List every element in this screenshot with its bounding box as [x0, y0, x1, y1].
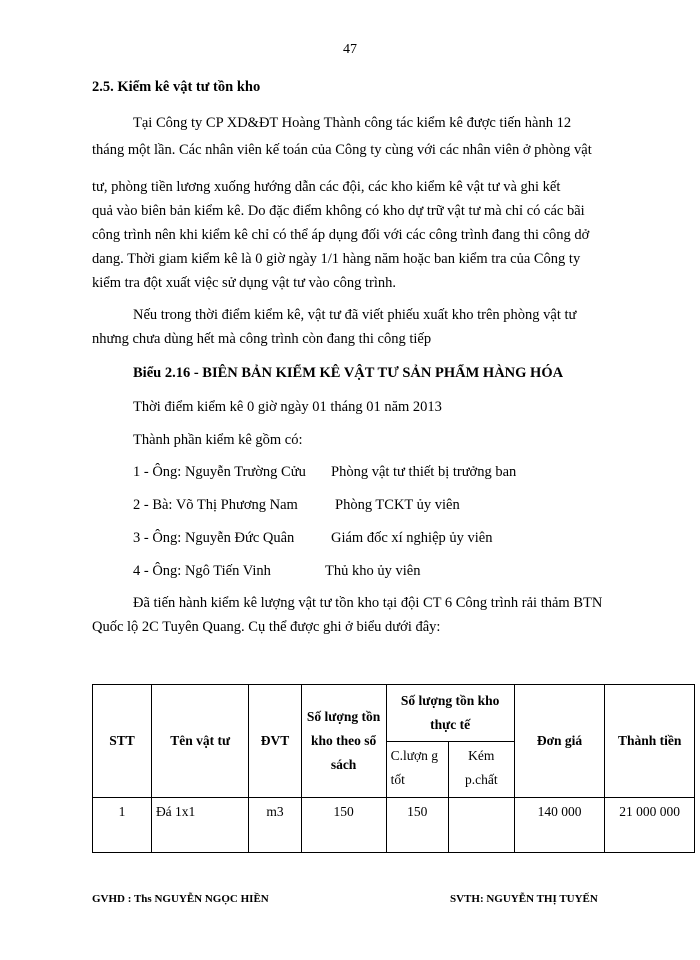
paragraph-line: công trình nên khi kiểm kê chỉ có thể áp dụng đối với các công trình đang thi công dở [92, 227, 590, 243]
form-title-prefix: Biểu 2.16 - [133, 365, 203, 381]
table-header-row [93, 685, 695, 742]
cell-price: 140 000 [514, 798, 605, 853]
member-name: 2 - Bà: Võ Thị Phương Nam [133, 497, 298, 513]
header-book-qty: Số lượng tồn kho theo sổ sách [301, 685, 386, 798]
cell-unit: m3 [249, 798, 301, 853]
header-total: Thành tiền [605, 685, 695, 798]
inventory-table [92, 684, 695, 853]
paragraph-line: dang. Thời giam kiểm kê là 0 giờ ngày 1/1 hàng năm hoặc ban kiểm tra của Công ty [92, 251, 581, 267]
header-good-quality: C.lượn g tốt [386, 741, 448, 798]
member-name: 4 - Ông: Ngô Tiến Vinh [133, 563, 271, 579]
paragraph-line: nhưng chưa dùng hết mà công trình còn đang thi công tiếp [92, 331, 432, 347]
cell-stt: 1 [93, 798, 152, 853]
members-intro: Thành phần kiểm kê gồm có: [133, 432, 303, 448]
cell-book: 150 [301, 798, 386, 853]
form-title [133, 365, 563, 382]
header-poor-quality: Kém p.chất [448, 741, 514, 798]
page-number: 47 [343, 42, 357, 57]
header-price: Đơn giá [514, 685, 605, 798]
conclusion-line: Quốc lộ 2C Tuyên Quang. Cụ thể được ghi ở biểu dưới đây: [92, 619, 441, 635]
paragraph-line: quả vào biên bản kiểm kê. Do đặc điểm không có kho dự trữ vật tư mà chỉ có các bãi [92, 203, 585, 219]
cell-bad [448, 798, 514, 853]
section-heading: 2.5. Kiểm kê vật tư tồn kho [92, 79, 261, 95]
paragraph-line: tháng một lần. Các nhân viên kế toán của Công ty cùng với các nhân viên ở phòng vật [92, 142, 592, 158]
footer-supervisor: GVHD : Ths NGUYỄN NGỌC HIỀN [92, 893, 269, 905]
conclusion-line: Đã tiến hành kiểm kê lượng vật tư tồn kho tại đội CT 6 Công trình rải thảm BTN [133, 595, 603, 611]
header-actual-qty: Số lượng tồn kho thực tế [386, 685, 514, 742]
time-line: Thời điểm kiểm kê 0 giờ ngày 01 tháng 01 năm 2013 [133, 399, 442, 415]
header-stt: STT [93, 685, 152, 798]
header-name: Tên vật tư [151, 685, 248, 798]
paragraph-line: Nếu trong thời điểm kiểm kê, vật tư đã viết phiếu xuất kho trên phòng vật tư [133, 307, 577, 323]
member-role: Phòng TCKT ủy viên [335, 497, 460, 513]
member-role: Thủ kho ủy viên [325, 563, 421, 579]
footer-student: SVTH: NGUYỄN THỊ TUYẾN [450, 893, 598, 905]
form-title-text: BIÊN BẢN KIỂM KÊ VẬT TƯ SẢN PHẨM HÀNG HÓA [202, 365, 564, 381]
cell-total: 21 000 000 [605, 798, 695, 853]
cell-good: 150 [386, 798, 448, 853]
member-name: 3 - Ông: Nguyễn Đức Quân [133, 530, 295, 546]
paragraph-line: Tại Công ty CP XD&ĐT Hoàng Thành công tác kiểm kê được tiến hành 12 [133, 115, 572, 131]
table-row [93, 798, 695, 853]
member-role: Phòng vật tư thiết bị trưởng ban [331, 464, 517, 480]
paragraph-line: tư, phòng tiền lương xuống hướng dẫn các đội, các kho kiểm kê vật tư và ghi kết [92, 179, 561, 195]
member-role: Giám đốc xí nghiệp ủy viên [331, 530, 493, 546]
cell-name: Đá 1x1 [151, 798, 248, 853]
paragraph-line: kiểm tra đột xuất việc sử dụng vật tư vào công trình. [92, 275, 397, 291]
header-unit: ĐVT [249, 685, 301, 798]
member-name: 1 - Ông: Nguyễn Trường Cửu [133, 464, 306, 480]
